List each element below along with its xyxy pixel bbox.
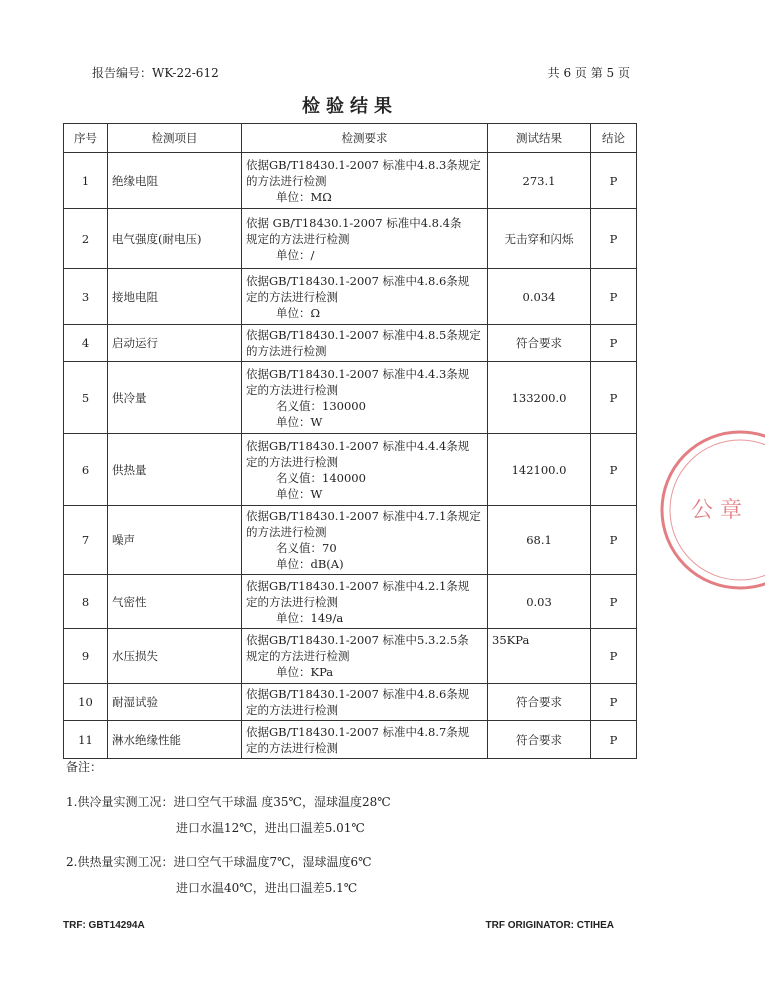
row-conclusion: P bbox=[591, 209, 637, 269]
note-line: 进口水温12℃，进出口温差5.01℃ bbox=[176, 821, 365, 835]
row-requirement: 依据GB/T18430.1-2007 标准中4.2.1条规 定的方法进行检测 单位：149/a bbox=[242, 575, 488, 629]
page-info: 共 6 页 第 5 页 bbox=[547, 66, 630, 80]
note-line: 2.供热量实测工况：进口空气干球温度7℃，湿球温度6℃ bbox=[66, 855, 372, 869]
row-item: 淋水绝缘性能 bbox=[108, 721, 242, 759]
row-result: 0.03 bbox=[488, 575, 591, 629]
row-no: 5 bbox=[64, 362, 108, 434]
row-no: 6 bbox=[64, 434, 108, 506]
row-conclusion: P bbox=[591, 434, 637, 506]
table-header-row bbox=[64, 124, 637, 153]
table-row bbox=[64, 721, 637, 759]
row-conclusion: P bbox=[591, 325, 637, 362]
row-no: 2 bbox=[64, 209, 108, 269]
notes-title: 备注： bbox=[66, 760, 103, 774]
table-row bbox=[64, 506, 637, 575]
row-no: 10 bbox=[64, 684, 108, 721]
seal-stamp bbox=[655, 425, 765, 595]
page-title: 检验结果 bbox=[302, 96, 398, 117]
row-no: 4 bbox=[64, 325, 108, 362]
col-header-requirement: 检测要求 bbox=[242, 124, 488, 153]
row-item: 接地电阻 bbox=[108, 269, 242, 325]
report-number: 报告编号：WK-22-612 bbox=[92, 66, 219, 80]
row-no: 11 bbox=[64, 721, 108, 759]
footer-trf: TRF: GBT14294A bbox=[63, 920, 145, 931]
row-no: 3 bbox=[64, 269, 108, 325]
row-requirement: 依据GB/T18430.1-2007 标准中4.7.1条规定 的方法进行检测 名义值：70 单位：dB(A) bbox=[242, 506, 488, 575]
row-result: 符合要求 bbox=[488, 684, 591, 721]
col-header-conclusion: 结论 bbox=[591, 124, 637, 153]
table-row bbox=[64, 575, 637, 629]
table-row bbox=[64, 153, 637, 209]
seal-text: 公 章 bbox=[691, 498, 742, 523]
row-item: 启动运行 bbox=[108, 325, 242, 362]
note-line: 1.供冷量实测工况：进口空气干球温 度35℃，湿球温度28℃ bbox=[66, 795, 391, 809]
table-row bbox=[64, 269, 637, 325]
row-no: 1 bbox=[64, 153, 108, 209]
row-result: 68.1 bbox=[488, 506, 591, 575]
row-requirement: 依据GB/T18430.1-2007 标准中4.8.3条规定 的方法进行检测 单位：MΩ bbox=[242, 153, 488, 209]
row-requirement: 依据GB/T18430.1-2007 标准中4.8.6条规 定的方法进行检测 bbox=[242, 684, 488, 721]
row-item: 供冷量 bbox=[108, 362, 242, 434]
row-result: 35KPa bbox=[488, 629, 591, 684]
note-item bbox=[66, 849, 656, 901]
row-conclusion: P bbox=[591, 506, 637, 575]
row-result: 符合要求 bbox=[488, 325, 591, 362]
row-conclusion: P bbox=[591, 629, 637, 684]
col-header-item: 检测项目 bbox=[108, 124, 242, 153]
notes-section bbox=[66, 758, 656, 901]
row-conclusion: P bbox=[591, 269, 637, 325]
table-row bbox=[64, 209, 637, 269]
row-item: 耐湿试验 bbox=[108, 684, 242, 721]
row-no: 8 bbox=[64, 575, 108, 629]
table-row bbox=[64, 362, 637, 434]
row-item: 气密性 bbox=[108, 575, 242, 629]
footer-originator: TRF ORIGINATOR: CTIHEA bbox=[485, 920, 614, 931]
row-requirement: 依据GB/T18430.1-2007 标准中4.8.6条规 定的方法进行检测 单位：Ω bbox=[242, 269, 488, 325]
row-no: 7 bbox=[64, 506, 108, 575]
row-item: 电气强度(耐电压) bbox=[108, 209, 242, 269]
row-item: 噪声 bbox=[108, 506, 242, 575]
row-item: 绝缘电阻 bbox=[108, 153, 242, 209]
table-row bbox=[64, 325, 637, 362]
row-result: 142100.0 bbox=[488, 434, 591, 506]
row-result: 273.1 bbox=[488, 153, 591, 209]
row-conclusion: P bbox=[591, 153, 637, 209]
row-item: 水压损失 bbox=[108, 629, 242, 684]
row-result: 符合要求 bbox=[488, 721, 591, 759]
row-requirement: 依据GB/T18430.1-2007 标准中4.4.3条规 定的方法进行检测 名义值：130000 单位：W bbox=[242, 362, 488, 434]
row-conclusion: P bbox=[591, 721, 637, 759]
row-result: 无击穿和闪烁 bbox=[488, 209, 591, 269]
row-conclusion: P bbox=[591, 575, 637, 629]
col-header-result: 测试结果 bbox=[488, 124, 591, 153]
table-row bbox=[64, 629, 637, 684]
table-row bbox=[64, 684, 637, 721]
row-requirement: 依据GB/T18430.1-2007 标准中4.8.7条规 定的方法进行检测 bbox=[242, 721, 488, 759]
note-line: 进口水温40℃，进出口温差5.1℃ bbox=[176, 881, 358, 895]
row-conclusion: P bbox=[591, 684, 637, 721]
row-result: 0.034 bbox=[488, 269, 591, 325]
row-requirement: 依据GB/T18430.1-2007 标准中4.8.5条规定 的方法进行检测 bbox=[242, 325, 488, 362]
row-conclusion: P bbox=[591, 362, 637, 434]
row-item: 供热量 bbox=[108, 434, 242, 506]
col-header-no: 序号 bbox=[64, 124, 108, 153]
row-requirement: 依据 GB/T18430.1-2007 标准中4.8.4条 规定的方法进行检测 单位：/ bbox=[242, 209, 488, 269]
row-requirement: 依据GB/T18430.1-2007 标准中4.4.4条规 定的方法进行检测 名义值：140000 单位：W bbox=[242, 434, 488, 506]
results-table bbox=[63, 123, 637, 759]
row-result: 133200.0 bbox=[488, 362, 591, 434]
row-requirement: 依据GB/T18430.1-2007 标准中5.3.2.5条 规定的方法进行检测 单位：KPa bbox=[242, 629, 488, 684]
table-row bbox=[64, 434, 637, 506]
row-no: 9 bbox=[64, 629, 108, 684]
note-item bbox=[66, 789, 656, 841]
